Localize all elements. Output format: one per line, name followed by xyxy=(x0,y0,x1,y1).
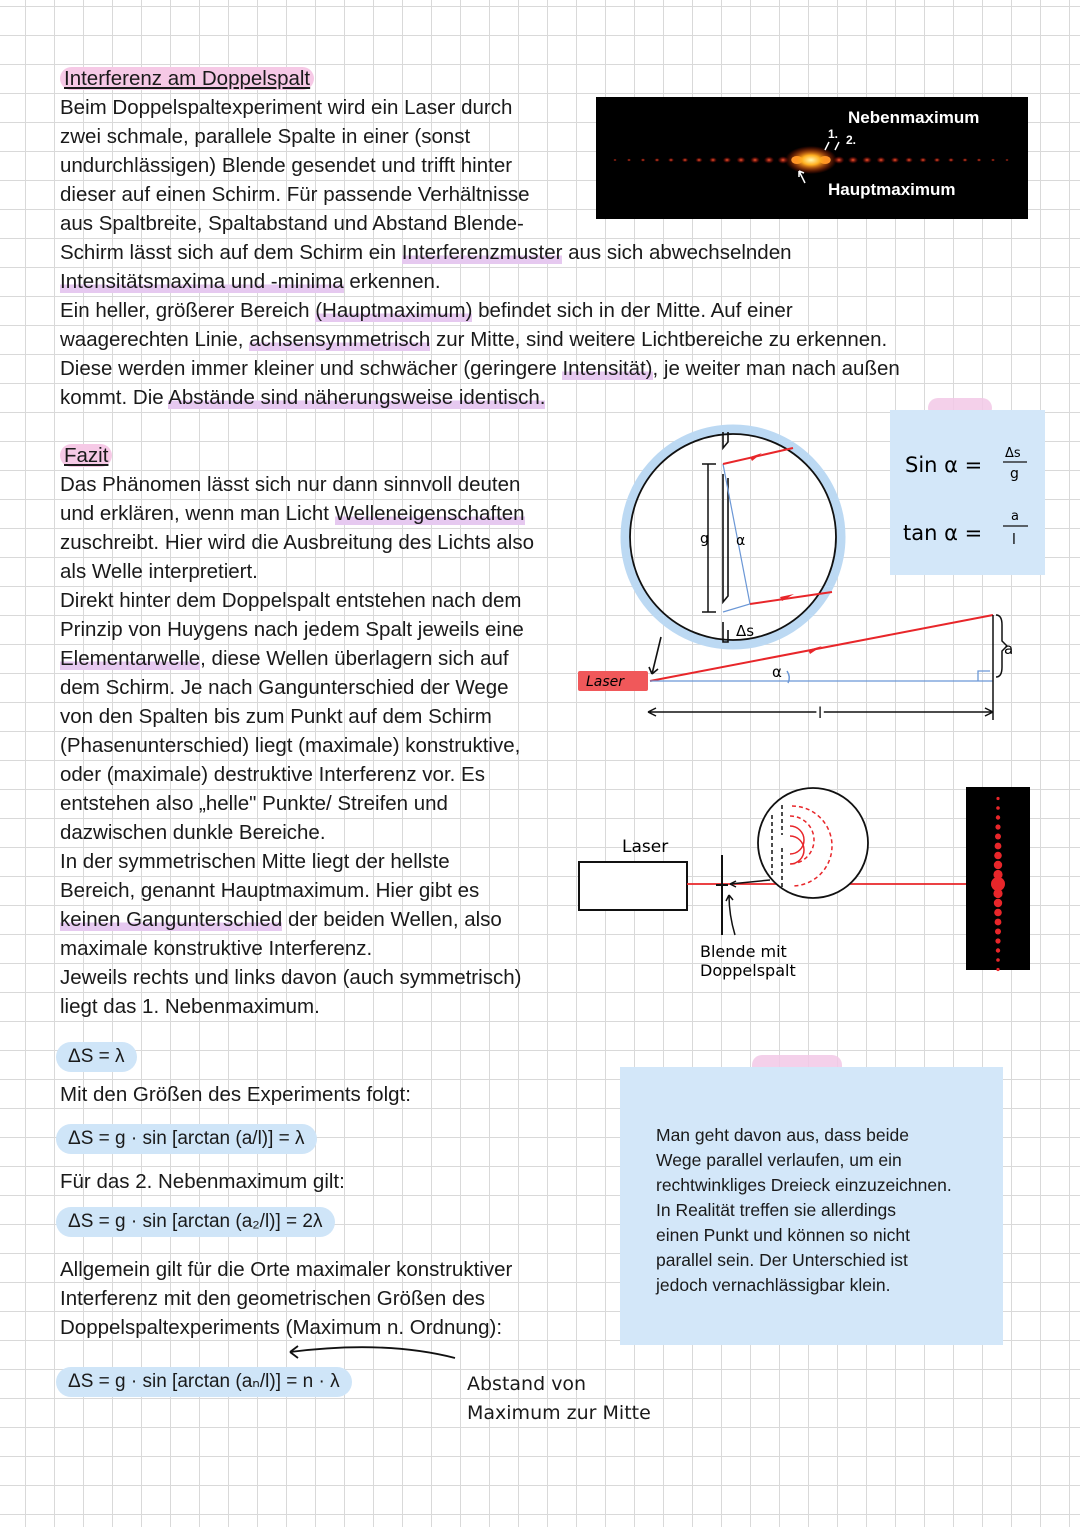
text-segment: und erklären, wenn man Licht xyxy=(60,502,335,525)
annotation-distance: Abstand von Maximum zur Mitte xyxy=(467,1373,651,1424)
highlighted-term: (Hauptmaximum) xyxy=(315,299,473,322)
screen-maximum xyxy=(995,824,1000,829)
screen-maximum xyxy=(995,938,1000,943)
text-segment: liegt das 1. Nebenmaximum. xyxy=(60,995,320,1018)
highlighted-term: Welleneigenschaften xyxy=(334,502,525,525)
experiment-setup-diagram xyxy=(579,787,1030,980)
text-segment: dieser auf einen Schirm. Für passende Verhältnisse xyxy=(60,183,530,206)
screen-maximum xyxy=(996,958,1000,962)
highlighted-term: Intensitätsmaxima und -minima xyxy=(60,270,344,293)
eq-sin-lhs: Sin α = xyxy=(905,453,983,477)
label-g: g xyxy=(700,531,709,547)
text-segment: Schirm lässt sich auf dem Schirm ein xyxy=(60,241,402,264)
note-line: jedoch vernachlässigbar klein. xyxy=(656,1275,891,1295)
formula-second-max: ΔS = g · sin [arctan (a₂/l)] = 2λ xyxy=(56,1207,335,1237)
text-segment: Prinzip von Huygens nach jedem Spalt jeweils eine xyxy=(60,618,524,641)
formula-delta-s-lambda: ΔS = λ xyxy=(56,1042,137,1072)
text-segment: befindet sich in der Mitte. Auf einer xyxy=(472,299,793,322)
text-segment: dazwischen dunkle Bereiche. xyxy=(60,821,326,844)
text-segment: von den Spalten bis zum Punkt auf dem Schirm xyxy=(60,705,492,728)
text-general: Allgemein gilt für die Orte maximaler konstruktiver Interferenz mit den geometrischen Größen des Doppelspaltexperiments (Maximum n. Ordnung): xyxy=(60,1258,513,1339)
note-line: In Realität treffen sie allerdings xyxy=(656,1200,896,1220)
screen-maximum xyxy=(995,929,1001,935)
text-segment: Bereich, genannt Hauptmaximum. Hier gibt es xyxy=(60,879,480,902)
label-order-2: 2. xyxy=(846,133,857,147)
label-order-1: 1. xyxy=(828,127,839,141)
text-segment: Beim Doppelspaltexperiment wird ein Laser durch xyxy=(60,96,513,119)
eq-sin-den: g xyxy=(1010,466,1019,482)
label-l: l xyxy=(818,704,823,722)
screen-maximum xyxy=(996,815,1000,819)
text-segment: der beiden Wellen, also xyxy=(282,908,502,931)
text-segment: Ein heller, größerer Bereich xyxy=(60,299,316,322)
highlighted-term: keinen Gangunterschied xyxy=(60,908,283,931)
text-segment: (Phasenunterschied) liegt (maximale) konstruktive, xyxy=(60,734,521,757)
eq-tan-num: a xyxy=(1011,509,1019,524)
formula-first-max: ΔS = g · sin [arctan (a/l)] = λ xyxy=(56,1124,317,1154)
highlighted-term: Elementarwelle xyxy=(60,647,201,670)
text-segment: aus Spaltbreite, Spaltabstand und Abstand Blende- xyxy=(60,212,524,235)
double-slit-geometry-diagram xyxy=(578,429,1028,722)
note-line: Wege parallel verlaufen, um ein xyxy=(656,1150,902,1170)
label-delta-s: Δs xyxy=(736,622,755,640)
eq-tan-den: l xyxy=(1012,532,1016,548)
label-blende-1: Blende mit xyxy=(700,942,787,961)
label-blende-2: Doppelspalt xyxy=(700,961,796,980)
screen-maximum xyxy=(996,948,1000,952)
note-line: einen Punkt und können so nicht xyxy=(656,1225,910,1245)
screen-maximum xyxy=(995,919,1002,926)
text-segment: maximale konstruktive Interferenz. xyxy=(60,937,373,960)
label-alpha-small: α xyxy=(736,533,746,549)
text-segment: zuschreibt. Hier wird die Ausbreitung des Lichts also xyxy=(60,531,535,554)
screen-maximum xyxy=(996,968,999,971)
text-segment: oder (maximale) destruktive Interferenz vor. Es xyxy=(60,763,485,786)
text-experiment: Mit den Größen des Experiments folgt: xyxy=(60,1083,411,1106)
label-laser-2: Laser xyxy=(622,837,669,857)
text-segment: zur Mitte, sind weitere Lichtbereiche zu erkennen. xyxy=(430,328,888,351)
laser-box xyxy=(579,862,687,910)
screen-maximum xyxy=(994,861,1002,869)
screen-maximum xyxy=(994,909,1002,917)
highlighted-term: achsensymmetrisch xyxy=(249,328,431,351)
text-segment: entstehen also „helle" Punkte/ Streifen und xyxy=(60,792,448,815)
fazit-title: Fazit xyxy=(60,444,112,467)
text-segment: zwei schmale, parallele Spalte in einer (sonst xyxy=(60,125,471,148)
screen-maximum xyxy=(995,843,1002,850)
text-segment: Diese werden immer kleiner und schwächer (geringere xyxy=(60,357,563,380)
note-line: parallel sein. Der Unterschied ist xyxy=(656,1250,908,1270)
screen-maximum xyxy=(996,806,1000,810)
text-segment: Jeweils rechts und links davon (auch symmetrisch) xyxy=(60,966,522,989)
note-line: rechtwinkliges Dreieck einzuzeichnen. xyxy=(656,1175,952,1195)
note-line: Man geht davon aus, dass beide xyxy=(656,1125,909,1145)
highlighted-term: Interferenzmuster xyxy=(401,241,563,264)
text-segment: erkennen. xyxy=(343,270,441,293)
text-second-max: Für das 2. Nebenmaximum gilt: xyxy=(60,1170,345,1193)
label-laser-1: Laser xyxy=(586,674,625,690)
text-segment: aus sich abwechselnden xyxy=(562,241,792,264)
label-a: a xyxy=(1004,640,1014,658)
eq-sin-num: Δs xyxy=(1005,446,1021,461)
text-segment: Direkt hinter dem Doppelspalt entstehen nach dem xyxy=(60,589,522,612)
label-hauptmaximum: Hauptmaximum xyxy=(828,180,956,199)
text-segment: waagerechten Linie, xyxy=(60,328,250,351)
screen-maximum xyxy=(995,834,1001,840)
text-segment: , je weiter man nach außen xyxy=(652,357,900,380)
eq-tan-lhs: tan α = xyxy=(903,521,983,545)
text-segment: dem Schirm. Je nach Gangunterschied der Wege xyxy=(60,676,509,699)
screen-maximum xyxy=(993,889,1002,898)
text-segment: Das Phänomen lässt sich nur dann sinnvoll deuten xyxy=(60,473,521,496)
text-segment: , diese Wellen überlagern sich auf xyxy=(200,647,509,670)
screen-maximum xyxy=(994,852,1002,860)
text-segment: als Welle interpretiert. xyxy=(60,560,258,583)
text-segment: kommt. Die xyxy=(60,386,169,409)
label-alpha: α xyxy=(772,663,782,681)
text-segment: undurchlässigen) Blende gesendet und trifft hinter xyxy=(60,154,513,177)
screen-maximum xyxy=(994,899,1002,907)
intro-title: Interferenz am Doppelspalt xyxy=(60,67,314,90)
highlighted-term: Intensität) xyxy=(562,357,653,380)
formula-nth-max: ΔS = g · sin [arctan (aₙ/l)] = n · λ xyxy=(56,1367,352,1397)
highlighted-term: Abstände sind näherungsweise identisch. xyxy=(168,386,546,409)
text-segment: In der symmetrischen Mitte liegt der hellste xyxy=(60,850,450,873)
label-nebenmaximum: Nebenmaximum xyxy=(848,108,980,127)
screen-maximum xyxy=(996,797,999,800)
